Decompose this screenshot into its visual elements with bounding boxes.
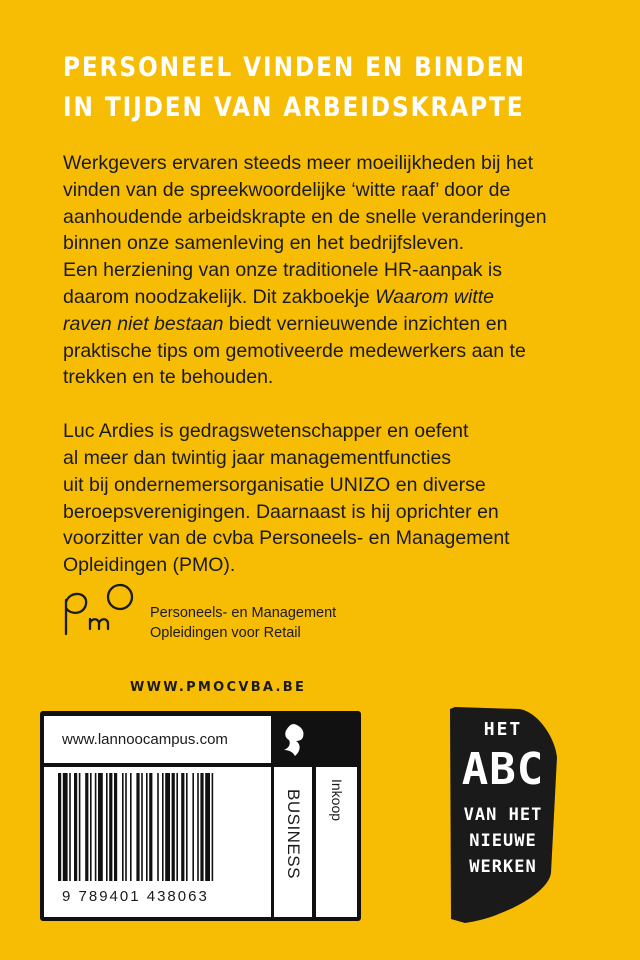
barcode-bar (95, 773, 97, 881)
barcode-bar (165, 773, 170, 881)
barcode-bar (106, 773, 108, 881)
barcode-bar (63, 773, 68, 881)
text-fragment: biedt vernieuwende inzichten en (223, 312, 508, 335)
barcode-bar (149, 773, 152, 881)
text-fragment: daarom noodzakelijk. Dit zakboekje (63, 285, 376, 308)
barcode-bar (125, 773, 127, 881)
book-title-italic: raven niet bestaan (63, 312, 224, 335)
pmo-name (150, 603, 336, 643)
description-paragraph-2 (63, 418, 583, 579)
badge-line-3: VAN HET (463, 805, 543, 825)
isbn-number: 9 789401 438063 (62, 888, 209, 905)
barcode-bar (79, 773, 81, 881)
text-line: vinden van de spreekwoordelijke ‘witte raaf’ door de (63, 178, 511, 201)
subcategory-text: Inkoop (329, 779, 345, 822)
abc-badge-text (447, 707, 559, 925)
book-title (63, 48, 545, 128)
barcode-bar (172, 773, 175, 881)
category-text: BUSINESS (284, 789, 303, 879)
pmo-name-line-2: Opleidingen voor Retail (150, 625, 301, 641)
title-line-1: PERSONEEL VINDEN EN BINDEN (63, 52, 526, 83)
barcode-bar (146, 773, 148, 881)
pmo-website[interactable]: WWW.PMOCVBA.BE (130, 680, 307, 695)
barcode-bar (181, 773, 184, 881)
barcode-bar (162, 773, 164, 881)
text-line: al meer dan twintig jaar managementfuncties (63, 446, 452, 469)
pmo-logo (62, 578, 142, 638)
text-line (63, 311, 583, 338)
text-line: Werkgevers ervaren steeds meer moeilijkheden bij het (63, 152, 534, 174)
barcode-bar (136, 773, 139, 881)
text-line: uit bij ondernemersorganisatie UNIZO en diverse (63, 473, 486, 496)
lannoo-bird-icon (281, 723, 307, 757)
barcode-bar (141, 773, 143, 881)
barcode-bar (205, 773, 210, 881)
text-line: voorzitter van de cvba Personeels- en Management (63, 527, 510, 550)
badge-line-4: NIEUWE (469, 831, 537, 851)
barcode-bar (197, 773, 199, 881)
text-line: Opleidingen (PMO). (63, 554, 236, 577)
category-label (274, 767, 312, 917)
publisher-url[interactable]: www.lannoocampus.com (44, 716, 271, 763)
barcode-bar (186, 773, 188, 881)
book-title-italic: Waarom witte (375, 285, 495, 308)
text-line: Een herziening van onze traditionele HR-aanpak is (63, 259, 503, 282)
barcode-bar (98, 773, 103, 881)
badge-line-5: WERKEN (469, 857, 537, 877)
text-line: beroepsverenigingen. Daarnaast is hij oprichter en (63, 500, 499, 523)
barcode-bar (90, 773, 92, 881)
barcode-bar (114, 773, 117, 881)
barcode-bar (85, 773, 88, 881)
text-line: trekken en te behouden. (63, 366, 274, 389)
barcode-bar (157, 773, 159, 881)
barcode-bar (122, 773, 124, 881)
barcode-bar (109, 773, 112, 881)
subcategory-label (316, 767, 357, 917)
barcode-bar (74, 773, 77, 881)
text-line: praktische tips om gemotiveerde medewerkers aan te (63, 339, 526, 362)
barcode-bar (176, 773, 178, 881)
barcode-bar (200, 773, 203, 881)
text-line: binnen onze samenleving en het bedrijfsleven. (63, 232, 465, 255)
publisher-logo (274, 716, 314, 763)
text-line: aanhoudende arbeidskrapte en de snelle veranderingen (63, 205, 547, 228)
barcode-bar (69, 773, 71, 881)
barcode-bar (192, 773, 194, 881)
barcode-bar (212, 773, 214, 881)
text-line: Luc Ardies is gedragswetenschapper en oefent (63, 420, 469, 443)
title-line-2: IN TIJDEN VAN ARBEIDSKRAPTE (63, 92, 525, 123)
barcode-bar (130, 773, 132, 881)
description-paragraph-1 (63, 150, 583, 391)
description (63, 150, 583, 579)
text-line (63, 284, 583, 311)
pmo-name-line-1: Personeels- en Management (150, 605, 337, 621)
badge-line-1: HET (483, 719, 523, 740)
barcode-bar (58, 773, 61, 881)
badge-line-2: ABC (461, 744, 545, 795)
